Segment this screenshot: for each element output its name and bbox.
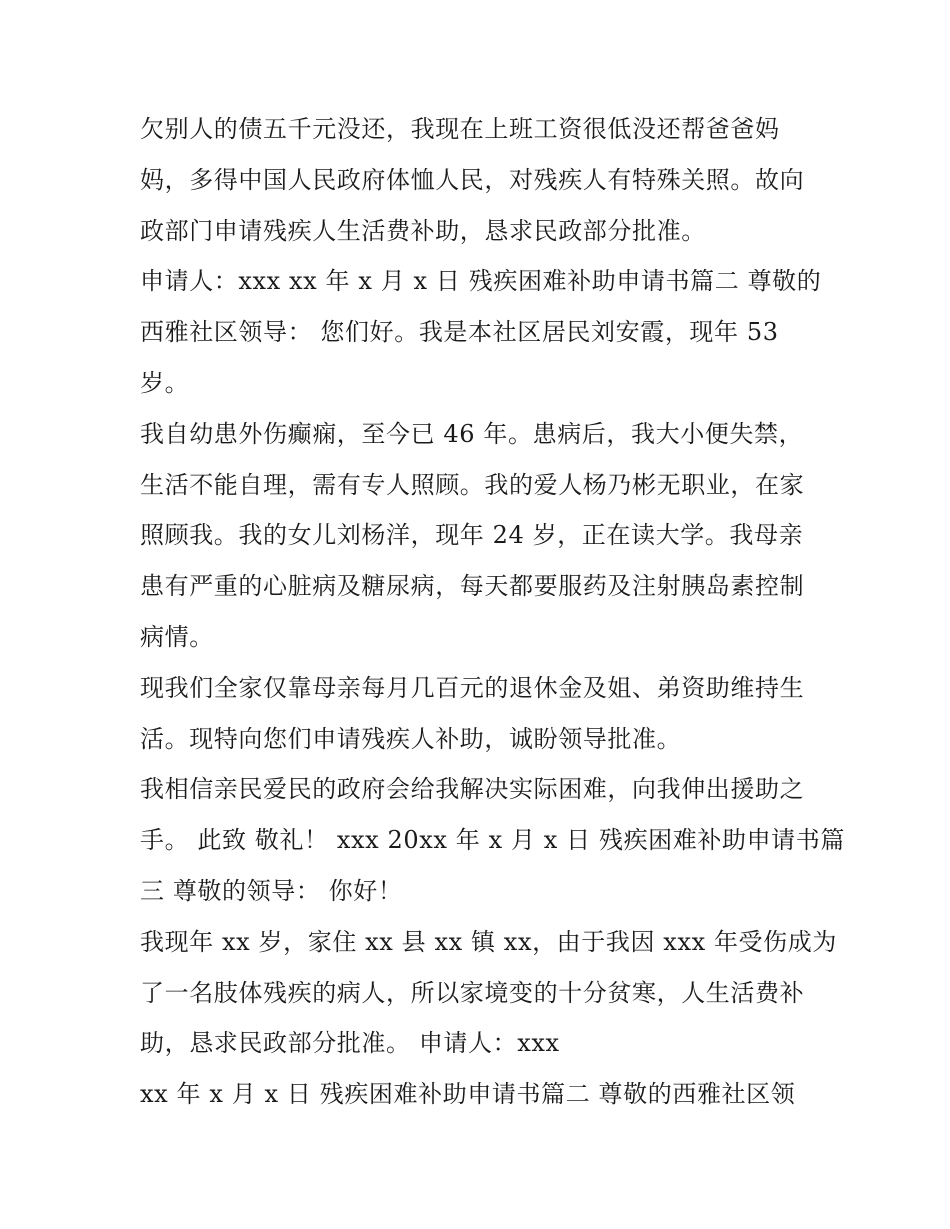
text-line: 活。现特向您们申请残疾人补助，诚盼领导批准。 — [140, 724, 682, 753]
document-body — [140, 104, 845, 1120]
paragraph-2 — [140, 256, 820, 408]
text-line: 病情。 — [140, 622, 214, 651]
text-line: 手。 此致 敬礼！ xxx 20xx 年 x 月 x 日 残疾困难补助申请书篇 — [140, 826, 845, 855]
text-line: 妈，多得中国人民政府体恤人民，对残疾人有特殊关照。故向 — [140, 165, 805, 194]
text-line: 助，恳求民政部分批准。 申请人：xxx — [140, 1029, 560, 1058]
paragraph-1 — [140, 104, 820, 256]
text-line: 政部门申请残疾人生活费补助，恳求民政部分批准。 — [140, 216, 706, 245]
paragraph-5 — [140, 764, 845, 916]
text-line: 三 尊敬的领导： 你好！ — [140, 876, 403, 905]
paragraph-6 — [140, 917, 837, 1069]
text-line: 生活不能自理，需有专人照顾。我的爱人杨乃彬无职业，在家 — [140, 470, 805, 499]
text-line: 欠别人的债五千元没还，我现在上班工资很低没还帮爸爸妈 — [140, 115, 780, 143]
text-line: 西雅社区领导： 您们好。我是本社区居民刘安霞，现年 53 — [140, 318, 779, 347]
text-line: 岁。 — [140, 368, 190, 397]
text-line: 我相信亲民爱民的政府会给我解决实际困难，向我伸出援助之 — [140, 775, 805, 804]
text-line: 了一名肢体残疾的病人，所以家境变的十分贫寒，人生活费补 — [140, 978, 805, 1007]
text-line: 患有严重的心脏病及糖尿病，每天都要服药及注射胰岛素控制 — [140, 572, 805, 601]
text-line: xx 年 x 月 x 日 残疾困难补助申请书篇二 尊敬的西雅社区领 — [140, 1080, 796, 1109]
paragraph-7 — [140, 1069, 820, 1120]
text-line: 我自幼患外伤癫痫，至今已 46 年。患病后，我大小便失禁， — [140, 419, 804, 448]
text-line: 申请人：xxx xx 年 x 月 x 日 残疾困难补助申请书篇二 尊敬的 — [140, 267, 822, 296]
paragraph-3 — [140, 409, 820, 663]
text-line: 照顾我。我的女儿刘杨洋，现年 24 岁，正在读大学。我母亲 — [140, 521, 804, 550]
text-line: 我现年 xx 岁，家住 xx 县 xx 镇 xx，由于我因 xxx 年受伤成为 — [140, 927, 837, 956]
paragraph-4 — [140, 663, 820, 765]
text-line: 现我们全家仅靠母亲每月几百元的退休金及姐、弟资助维持生 — [140, 673, 805, 702]
